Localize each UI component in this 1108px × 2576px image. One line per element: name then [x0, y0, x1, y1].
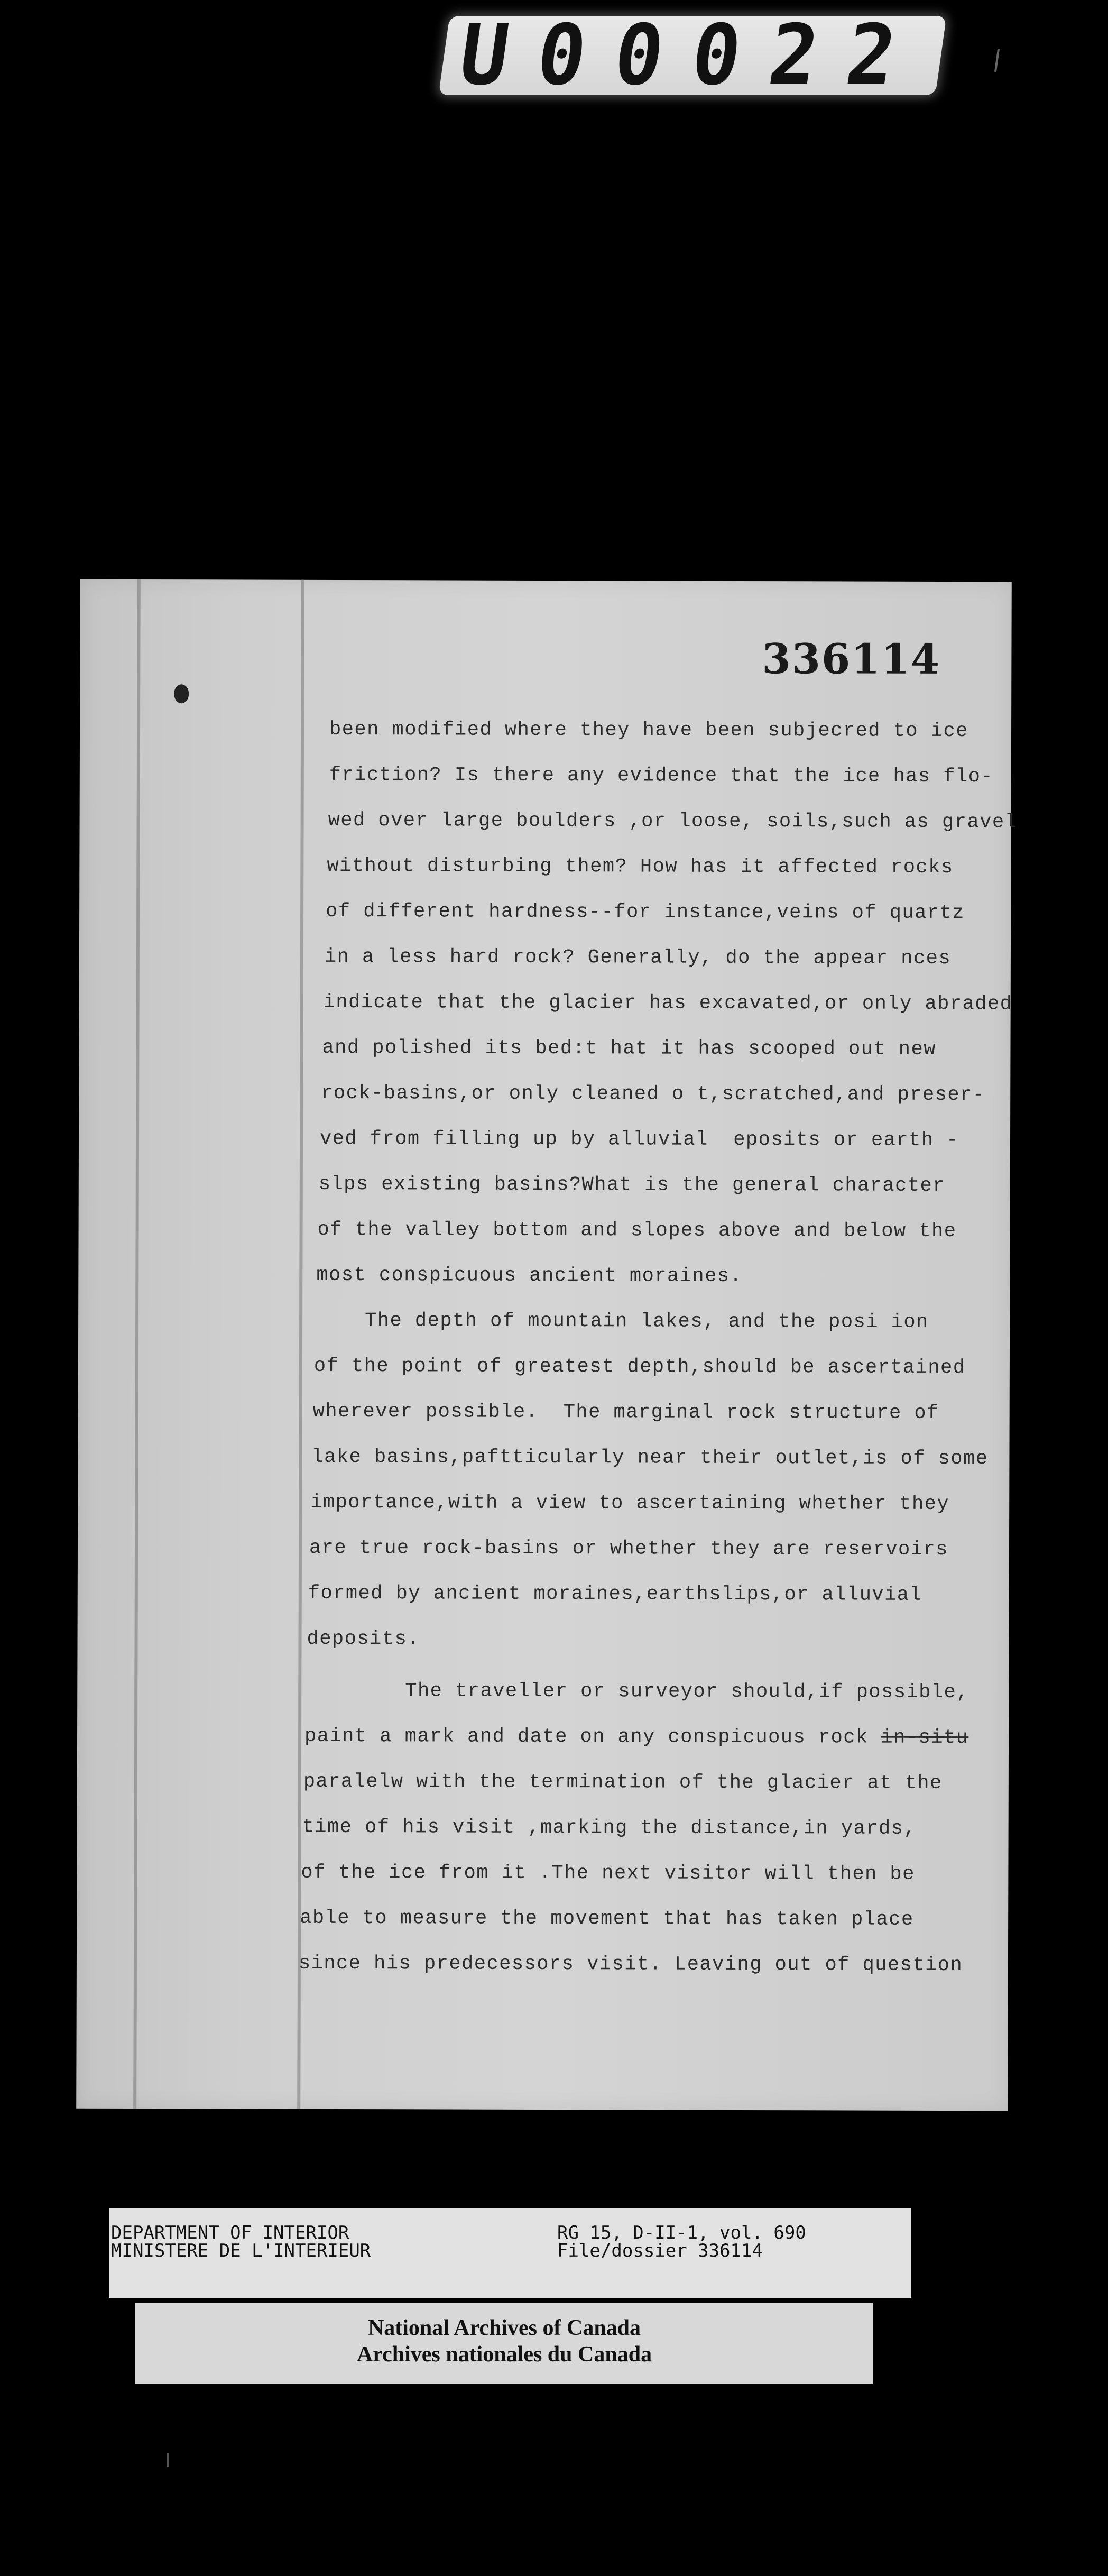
- archive-reference-label: [109, 2208, 911, 2298]
- text-line: The traveller or surveyor should,if possible,: [405, 1680, 969, 1704]
- text-line: since his predecessors visit. Leaving out of question: [298, 1952, 963, 1977]
- department-names: [111, 2224, 371, 2260]
- file-dossier: File/dossier 336114: [557, 2240, 763, 2261]
- document-page: [76, 579, 1018, 2111]
- text-line: deposits.: [307, 1627, 420, 1651]
- national-archives-label: [135, 2303, 873, 2384]
- text-line: time of his visit ,marking the distance,in yards,: [302, 1816, 917, 1840]
- film-edge-mark: [994, 49, 1000, 72]
- text-line: importance,with a view to ascertaining whether they: [310, 1491, 950, 1516]
- archives-names: [135, 2315, 873, 2368]
- text-line: without disturbing them? How has it affected rocks: [327, 854, 954, 879]
- text-line: rock-basins,or only cleaned o t,scratched,and preser-: [321, 1082, 985, 1107]
- text-line: ved from filling up by alluvial eposits or earth -: [319, 1127, 959, 1152]
- typed-text-block: [76, 579, 1018, 2111]
- text-line: in a less hard rock? Generally, do the appear nces: [324, 945, 952, 970]
- text-line: indicate that the glacier has excavated,or only abraded: [323, 991, 1013, 1016]
- text-line: of different hardness--for instance,veins of quartz: [326, 900, 965, 925]
- text-line: of the valley bottom and slopes above and below the: [317, 1218, 957, 1243]
- text-line: most conspicuous ancient moraines.: [316, 1264, 743, 1287]
- archives-name-en: National Archives of Canada: [367, 2316, 641, 2340]
- department-en: DEPARTMENT OF INTERIOR: [111, 2222, 349, 2243]
- text-line-main: paint a mark and date on any conspicuous rock: [304, 1725, 881, 1749]
- text-line: wherever possible. The marginal rock structure of: [312, 1400, 939, 1424]
- text-line: paralelw with the termination of the glacier at the: [303, 1770, 943, 1795]
- archives-name-fr: Archives nationales du Canada: [356, 2342, 652, 2367]
- text-line: are true rock-basins or whether they are reservoirs: [309, 1537, 948, 1561]
- text-line: of the point of greatest depth,should be ascertained: [313, 1355, 966, 1379]
- text-line: lake basins,paftticularly near their outlet,is of some: [311, 1446, 989, 1470]
- file-reference: [557, 2224, 806, 2260]
- text-line: formed by ancient moraines,earthslips,or alluvial: [308, 1582, 922, 1606]
- department-fr: MINISTERE DE L'INTERIEUR: [111, 2240, 371, 2261]
- text-line: [304, 1725, 968, 1749]
- film-tick-mark: [167, 2453, 169, 2467]
- struck-text: in-situ: [881, 1726, 969, 1750]
- text-line: able to measure the movement that has taken place: [300, 1907, 914, 1931]
- text-line: The depth of mountain lakes, and the posi ion: [365, 1310, 929, 1333]
- text-line: and polished its bed:t hat it has scooped out new: [322, 1036, 937, 1061]
- text-line: wed over large boulders ,or loose, soils,such as gravel: [328, 809, 1018, 834]
- text-line: of the ice from it .The next visitor will then be: [301, 1861, 915, 1885]
- reference-code: RG 15, D-II-1, vol. 690: [557, 2222, 806, 2243]
- frame-number-text: U00022: [454, 7, 931, 104]
- text-line: slps existing basins?What is the general character: [318, 1173, 946, 1197]
- text-line: friction? Is there any evidence that the ice has flo-: [329, 763, 994, 788]
- frame-number-label: [438, 7, 946, 104]
- file-number-stamp: 336114: [762, 635, 941, 684]
- text-line: been modified where they have been subjecred to ice: [329, 718, 968, 743]
